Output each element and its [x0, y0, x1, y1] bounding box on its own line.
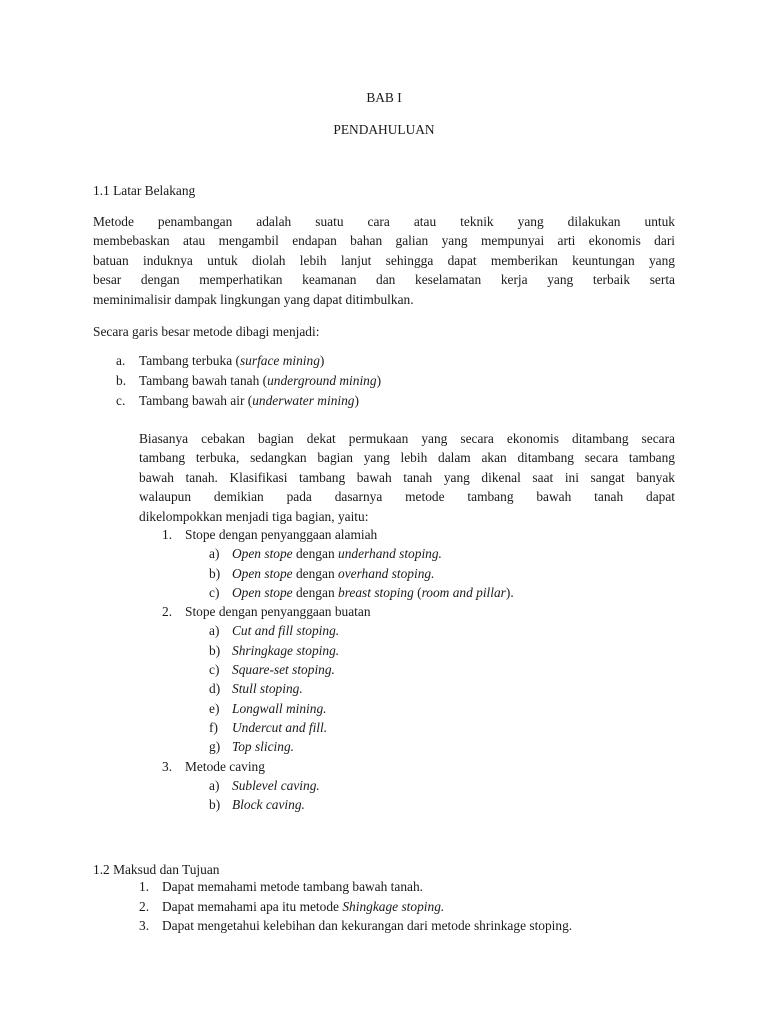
text-run: Stope dengan penyanggaan alamiah [185, 527, 378, 542]
italic-term: Block caving. [232, 797, 305, 812]
text-run: Dapat memahami metode tambang bawah tanah. [162, 879, 424, 894]
list-marker: 3. [162, 759, 173, 774]
italic-term: Shringkage stoping. [232, 643, 340, 658]
italic-term: Square-set stoping. [232, 662, 335, 677]
classification-paragraph-line: dikelompokkan menjadi tiga bagian, yaitu: [139, 508, 369, 524]
list-item-text [232, 564, 434, 583]
list-item-text [232, 699, 327, 718]
section-1-1-title: 1.1 Latar Belakang [93, 183, 196, 198]
italic-term: underground mining [267, 373, 377, 388]
list-item-text [232, 583, 514, 602]
classification-paragraph-line: walaupun demikian pada dasarnya metode tambang bawah tanah dapat [139, 489, 675, 505]
classification-paragraph-line: bawah tanah. Klasifikasi tambang bawah tanah yang dikenal saat ini sangat banyak [139, 469, 675, 485]
classification-paragraph-line: Biasanya cebakan bagian dekat permukaan yang secara ekonomis ditambang secara [139, 431, 675, 446]
text-run: Tambang terbuka ( [139, 353, 240, 368]
list-marker: 2. [139, 899, 150, 914]
chapter-title: PENDAHULUAN [333, 122, 435, 137]
text-run: ) [354, 393, 359, 408]
list-marker: g) [209, 739, 221, 754]
italic-term: underhand stoping. [338, 546, 442, 561]
methods-intro: Secara garis besar metode dibagi menjadi: [93, 324, 320, 339]
text-run: ). [505, 585, 514, 600]
list-item-text [139, 371, 381, 390]
list-item-text [162, 916, 572, 935]
list-marker: e) [209, 701, 220, 716]
text-run: dengan [292, 566, 338, 581]
background-paragraph-line: batuan induknya untuk diolah lebih lanjut sehingga dapat memberikan keuntungan yang [93, 252, 675, 268]
list-item-text [232, 737, 294, 756]
list-marker: b) [209, 797, 221, 812]
chapter-label: BAB I [366, 90, 402, 105]
list-marker: d) [209, 681, 221, 696]
list-marker: b. [116, 373, 127, 388]
list-item-text [232, 718, 327, 737]
italic-term: breast stoping [338, 585, 414, 600]
section-1-2-title: 1.2 Maksud dan Tujuan [93, 862, 220, 877]
list-marker: a. [116, 353, 126, 368]
text-run: ) [319, 353, 325, 368]
background-paragraph-line: besar dengan memperhatikan keamanan dan keselamatan kerja yang terbaik serta [93, 272, 675, 288]
italic-term: Open stope [232, 585, 293, 600]
list-item-text [232, 660, 335, 679]
list-item-text [232, 795, 305, 814]
italic-term: Open stope [232, 566, 293, 581]
classification-paragraph-line: tambang terbuka, sedangkan bagian yang lebih dalam akan ditambang secara tambang [139, 450, 675, 466]
list-item-text [232, 641, 339, 660]
list-marker: c. [116, 393, 126, 408]
list-marker: c) [209, 585, 220, 600]
list-marker: c) [209, 662, 220, 677]
italic-term: Longwall mining. [232, 701, 327, 716]
background-paragraph-line: meminimalisir dampak lingkungan yang dapat ditimbulkan. [93, 291, 414, 307]
list-item-text [162, 897, 444, 916]
text-run: Tambang bawah air ( [139, 393, 253, 408]
italic-term: Open stope [232, 546, 293, 561]
classification-paragraph [139, 429, 675, 526]
italic-term: overhand stoping. [338, 566, 435, 581]
text-run: ( [413, 585, 422, 600]
background-paragraph-line: membebaskan atau mengambil endapan bahan galian yang mempunyai arti ekonomis dari [93, 233, 675, 249]
list-marker: 1. [162, 527, 173, 542]
list-item-text [185, 602, 371, 621]
text-run: dengan [292, 546, 338, 561]
list-item-text [232, 776, 320, 795]
list-item-text [185, 757, 265, 776]
list-marker: a) [209, 778, 220, 793]
text-run: Dapat memahami apa itu metode [162, 899, 343, 914]
text-run: dengan [292, 585, 338, 600]
list-marker: b) [209, 566, 221, 581]
list-item-text [139, 351, 324, 370]
italic-term: surface mining [239, 353, 320, 368]
list-item-text [139, 391, 359, 410]
text-run: Dapat mengetahui kelebihan dan kekurangan dari metode shrinkage stoping. [162, 918, 573, 933]
text-run: Metode caving [185, 759, 265, 774]
list-item-text [232, 544, 442, 563]
list-marker: a) [209, 623, 220, 638]
italic-term: Undercut and fill. [232, 720, 328, 735]
list-marker: 2. [162, 604, 173, 619]
italic-term: Stull stoping. [232, 681, 303, 696]
list-marker: f) [209, 720, 218, 735]
list-marker: b) [209, 643, 221, 658]
text-run: Stope dengan penyanggaan buatan [185, 604, 371, 619]
text-run: ) [376, 373, 382, 388]
italic-term: Cut and fill stoping. [232, 623, 340, 638]
list-item-text [162, 877, 423, 896]
italic-term: Sublevel caving. [232, 778, 320, 793]
italic-term: Top slicing. [232, 739, 295, 754]
list-item-text [185, 525, 377, 544]
background-paragraph [93, 212, 675, 309]
background-paragraph-line: Metode penambangan adalah suatu cara atau teknik yang dilakukan untuk [93, 214, 675, 229]
list-item-text [232, 621, 339, 640]
list-marker: 1. [139, 879, 150, 894]
list-item-text [232, 679, 303, 698]
italic-term: room and pillar [421, 585, 506, 600]
list-marker: 3. [139, 918, 150, 933]
list-marker: a) [209, 546, 220, 561]
italic-term: Shingkage stoping. [342, 899, 445, 914]
italic-term: underwater mining [252, 393, 355, 408]
text-run: Tambang bawah tanah ( [139, 373, 268, 388]
